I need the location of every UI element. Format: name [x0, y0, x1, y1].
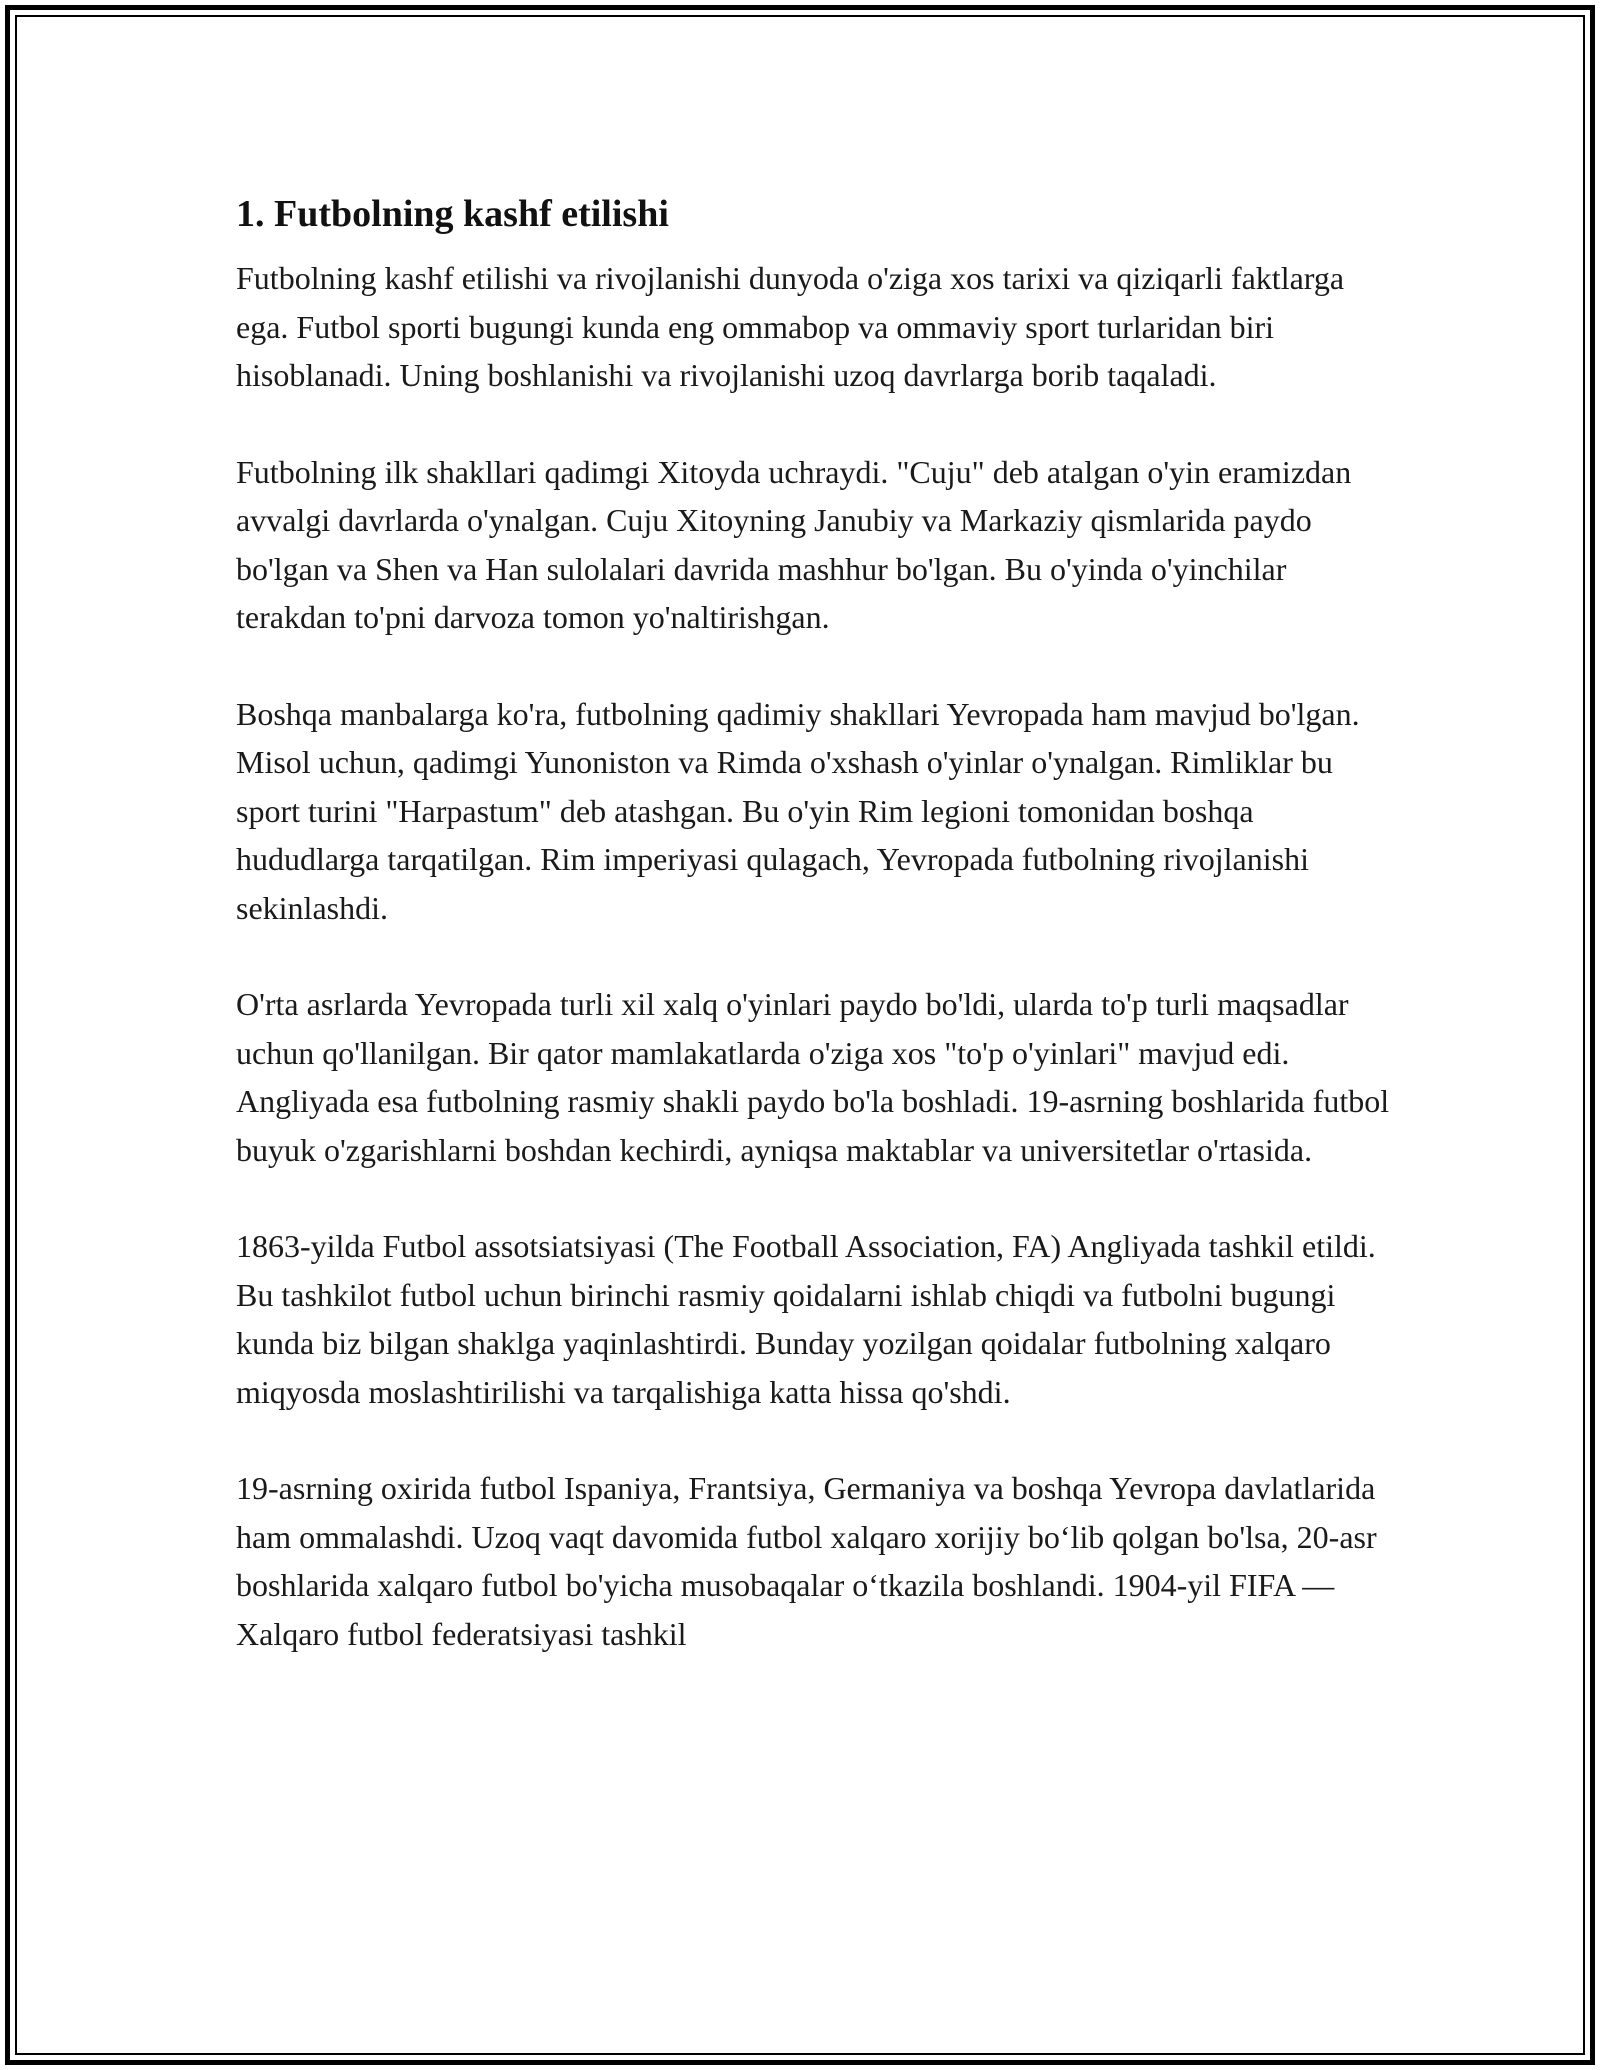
paragraph-2: Futbolning ilk shakllari qadimgi Xitoyda uchraydi. "Cuju" deb atalgan o'yin eramizdan avvalgi davrlarda o'ynalgan. Cuju Xitoyning Janubiy va Markaziy qismlarida paydo bo'lgan va Shen va Han sulolalari davrida mashhur bo'lgan. Bu o'yinda o'yinchilar terakdan to'pni darvoza tomon yo'naltirishgan. — [236, 453, 1352, 635]
section-heading: 1. Futbolning kashf etilishi — [236, 193, 669, 235]
paragraph-5: 1863-yilda Futbol assotsiatsiyasi (The Football Association, FA) Angliyada tashkil etildi. Bu tashkilot futbol uchun birinchi rasmiy qoidalarni ishlab chiqdi va futbolni bugungi kunda biz bilgan shaklga yaqinlashtirdi. Bunday yozilgan qoidalar futbolning xalqaro miqyosda moslashtirilishi va tarqalishiga katta hissa qo'shdi. — [236, 1228, 1376, 1410]
paragraph-6: 19-asrning oxirida futbol Ispaniya, Frantsiya, Germaniya va boshqa Yevropa davlatlarida ham ommalashdi. Uzoq vaqt davomida futbol xalqaro xorijiy bo‘lib qolgan bo'lsa, 20-asr boshlarida xalqaro futbol bo'yicha musobaqalar o‘tkazila boshlandi. 1904-yil FIFA — Xalqaro futbol federatsiyasi tashkil — [236, 1470, 1377, 1652]
paragraph-1: Futbolning kashf etilishi va rivojlanishi dunyoda o'ziga xos tarixi va qiziqarli faktlarga ega. Futbol sporti bugungi kunda eng ommabop va ommaviy sport turlaridan biri hisoblanadi. Uning boshlanishi va rivojlanishi uzoq davrlarga borib taqaladi. — [236, 260, 1345, 393]
paragraph-4: O'rta asrlarda Yevropada turli xil xalq o'yinlari paydo bo'ldi, ularda to'p turli maqsadlar uchun qo'llanilgan. Bir qator mamlakatlarda o'ziga xos "to'p o'yinlari" mavjud edi. Angliyada esa futbolning rasmiy shakli paydo bo'la boshladi. 19-asrning boshlarida futbol buyuk o'zgarishlarni boshdan kechirdi, ayniqsa maktablar va universitetlar o'rtasida. — [236, 986, 1390, 1168]
document-body — [236, 186, 1396, 1706]
paragraph-3: Boshqa manbalarga ko'ra, futbolning qadimiy shakllari Yevropada ham mavjud bo'lgan. Misol uchun, qadimgi Yunoniston va Rimda o'xshash o'yinlar o'ynalgan. Rimliklar bu sport turini "Harpastum" deb atashgan. Bu o'yin Rim legioni tomonidan boshqa hududlarga tarqatilgan. Rim imperiyasi qulagach, Yevropada futbolning rivojlanishi sekinlashdi. — [236, 695, 1360, 926]
